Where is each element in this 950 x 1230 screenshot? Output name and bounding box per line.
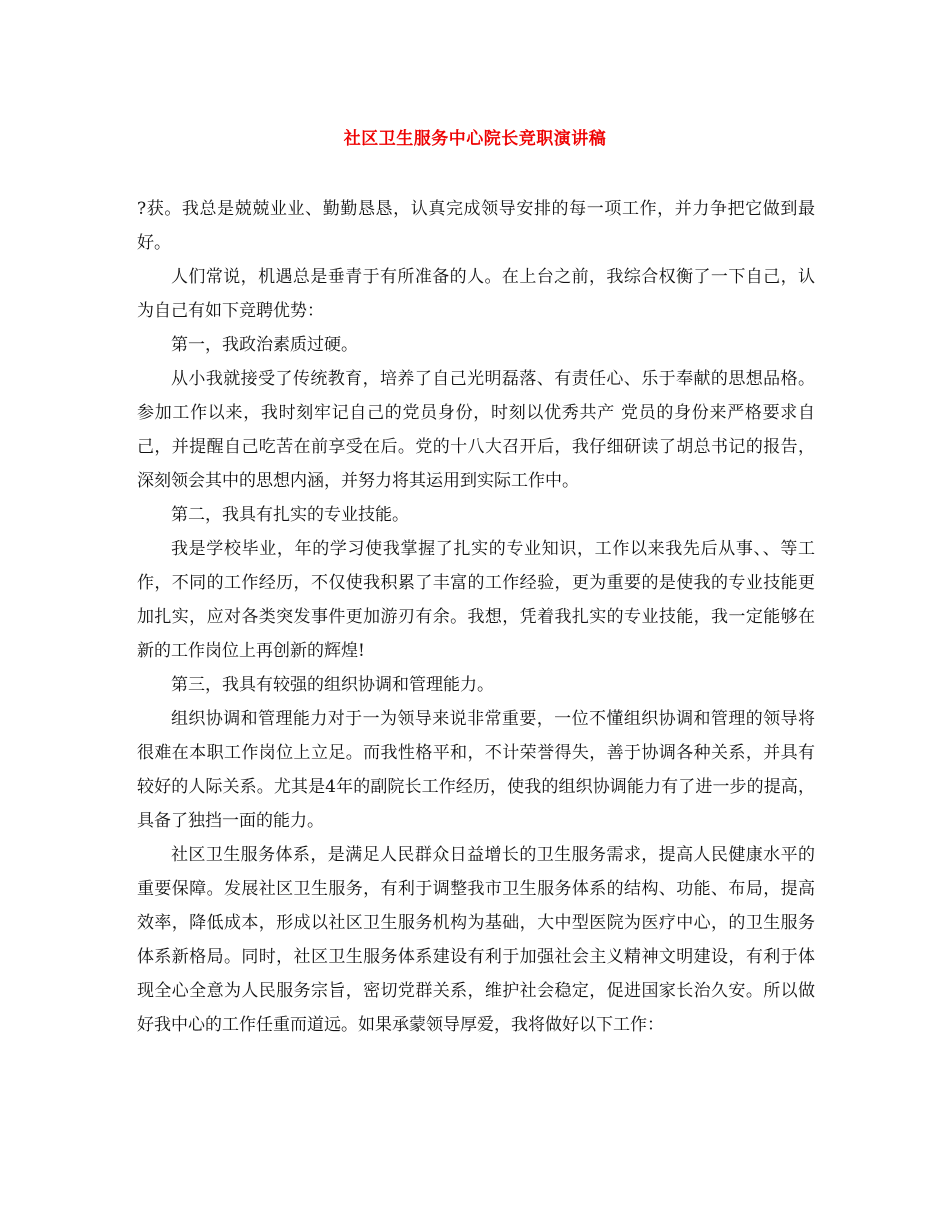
paragraph: 社区卫生服务体系，是满足人民群众日益增长的卫生服务需求，提高人民健康水平的重要保障。发展社区卫生服务，有利于调整我市卫生服务体系的结构、功能、布局，提高效率，降低成本，形成以社区卫生服务机构为基础，大中型医院为医疗中心，的卫生服务体系新格局。同时，社区卫生服务体系建设有利于加强社会主义精神文明建设，有利于体现全心全意为人民服务宗旨，密切党群关系，维护社会稳定，促进国家长治久安。所以做好我中心的工作任重而道远。如果承蒙领导厚爱，我将做好以下工作： bbox=[137, 845, 815, 1035]
document-body bbox=[137, 192, 815, 1042]
paragraph: 第一，我政治素质过硬。 bbox=[171, 335, 358, 355]
paragraph: 第三，我具有较强的组织协调和管理能力。 bbox=[171, 675, 494, 695]
document-title: 社区卫生服务中心院长竞职演讲稿 bbox=[343, 129, 607, 149]
paragraph: 第二，我具有扎实的专业技能。 bbox=[171, 505, 409, 525]
paragraph: 我是学校毕业，年的学习使我掌握了扎实的专业知识，工作以来我先后从事、、等工作，不同的工作经历，不仅使我积累了丰富的工作经验，更为重要的是使我的专业技能更加扎实，应对各类突发事件更加游刃有余。我想，凭着我扎实的专业技能，我一定能够在新的工作岗位上再创新的辉煌! bbox=[137, 539, 815, 661]
paragraph: 组织协调和管理能力对于一为领导来说非常重要，一位不懂组织协调和管理的领导将很难在本职工作岗位上立足。而我性格平和，不计荣誉得失，善于协调各种关系，并具有较好的人际关系。尤其是4年的副院长工作经历，使我的组织协调能力有了进一步的提高，具备了独挡一面的能力。 bbox=[137, 709, 815, 831]
paragraph: 从小我就接受了传统教育，培养了自己光明磊落、有责任心、乐于奉献的思想品格。参加工作以来，我时刻牢记自己的党员身份，时刻以优秀共产 党员的身份来严格要求自己，并提醒自己吃苦在前享受在后。党的十八大召开后，我仔细研读了胡总书记的报告，深刻领会其中的思想内涵，并努力将其运用到实际工作中。 bbox=[137, 369, 815, 491]
paragraph: 人们常说，机遇总是垂青于有所准备的人。在上台之前，我综合权衡了一下自己，认为自己有如下竞聘优势： bbox=[137, 267, 815, 321]
paragraph: ?获。我总是兢兢业业、勤勤恳恳，认真完成领导安排的每一项工作，并力争把它做到最好。 bbox=[137, 199, 815, 253]
